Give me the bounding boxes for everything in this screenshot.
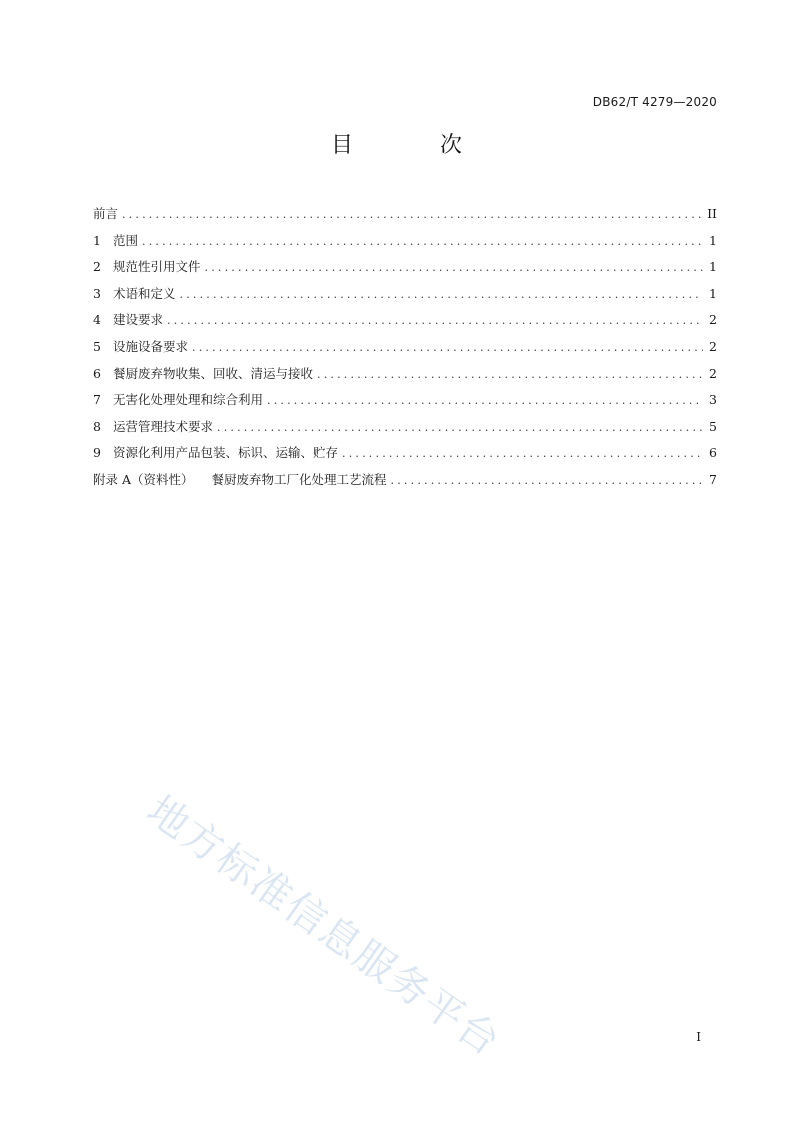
- toc-entry-1[interactable]: [93, 231, 717, 258]
- toc-entry-label: 餐厨废弃物工厂化处理工艺流程: [211, 471, 387, 487]
- toc-leader-dots: [342, 447, 703, 460]
- toc-entry-page: II: [707, 206, 717, 221]
- toc-entry-4[interactable]: [93, 310, 717, 337]
- toc-entry-label: 术语和定义: [113, 285, 176, 301]
- toc-entry-6[interactable]: [93, 364, 717, 391]
- toc-leader-dots: [180, 288, 703, 301]
- toc-entry-label: 设施设备要求: [113, 338, 189, 354]
- toc-entry-page: 1: [709, 259, 717, 275]
- toc-entry-number: 4: [93, 312, 101, 328]
- toc-entry-label: 建设要求: [113, 312, 164, 328]
- toc-entry-page: 7: [709, 471, 717, 487]
- toc-entry-page: 6: [709, 445, 717, 461]
- toc-entry-number: 7: [93, 392, 101, 408]
- toc-leader-dots: [122, 208, 703, 221]
- toc-entry-number: 6: [93, 365, 101, 381]
- toc-entry-8[interactable]: [93, 417, 717, 444]
- toc-entry-number: 9: [93, 445, 101, 461]
- toc-entry-label: 前言: [93, 206, 119, 221]
- toc-entry-page: 2: [709, 312, 717, 328]
- toc-leader-dots: [192, 341, 703, 354]
- toc-leader-dots: [217, 421, 703, 434]
- toc-entry-page: 1: [709, 285, 717, 301]
- toc-appendix-prefix: 附录 A（资料性）: [93, 471, 194, 487]
- toc-leader-dots: [205, 261, 703, 274]
- toc-entry-number: 5: [93, 338, 101, 354]
- toc-entry-number: 1: [93, 232, 101, 248]
- toc-leader-dots: [142, 235, 703, 248]
- toc-entry-foreword[interactable]: [93, 204, 717, 231]
- toc-entry-9[interactable]: [93, 443, 717, 470]
- watermark: 地方标准信息服务平台: [138, 787, 509, 1066]
- toc-entry-label: 资源化利用产品包装、标识、运输、贮存: [113, 445, 339, 461]
- toc-entry-7[interactable]: [93, 390, 717, 417]
- toc-entry-label: 范围: [113, 232, 139, 248]
- toc-entry-page: 2: [709, 365, 717, 381]
- toc-leader-dots: [167, 314, 703, 327]
- toc-entry-label: 无害化处理处理和综合利用: [113, 392, 264, 408]
- page-number: I: [696, 1030, 701, 1044]
- toc-entry-appendix-a[interactable]: [93, 470, 717, 497]
- toc-entry-label: 餐厨废弃物收集、回收、清运与接收: [113, 365, 314, 381]
- toc-entry-5[interactable]: [93, 337, 717, 364]
- toc-entry-3[interactable]: [93, 284, 717, 311]
- toc-entry-page: 3: [709, 392, 717, 408]
- toc-entry-page: 5: [709, 418, 717, 434]
- page-title: 目 次: [331, 133, 502, 158]
- toc-entry-page: 1: [709, 232, 717, 248]
- toc-leader-dots: [317, 368, 703, 381]
- toc-entry-number: 8: [93, 418, 101, 434]
- toc-entry-page: 2: [709, 338, 717, 354]
- toc-entry-2[interactable]: [93, 257, 717, 284]
- standard-code: DB62/T 4279—2020: [592, 95, 717, 109]
- toc-entry-label: 规范性引用文件: [113, 259, 201, 275]
- toc-leader-dots: [267, 394, 703, 407]
- table-of-contents: [93, 204, 717, 497]
- toc-entry-number: 2: [93, 259, 101, 275]
- toc-entry-number: 3: [93, 285, 101, 301]
- toc-entry-label: 运营管理技术要求: [113, 418, 214, 434]
- toc-leader-dots: [391, 474, 703, 487]
